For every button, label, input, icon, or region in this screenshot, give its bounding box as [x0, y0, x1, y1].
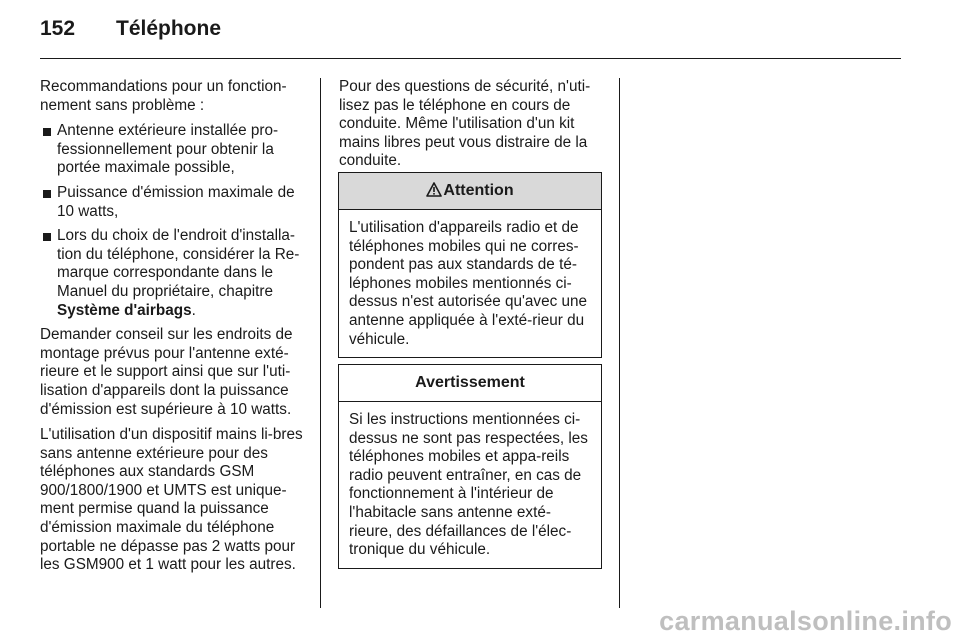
attention-title: Attention	[443, 182, 514, 199]
square-bullet-icon	[43, 190, 51, 198]
warning-box	[338, 364, 602, 569]
warning-header: Avertissement	[339, 365, 601, 402]
column-divider	[320, 78, 321, 608]
square-bullet-icon	[43, 233, 51, 241]
square-bullet-icon	[43, 128, 51, 136]
column-divider	[619, 78, 620, 608]
list-item	[40, 227, 304, 320]
warning-triangle-icon	[426, 182, 442, 197]
header-divider	[40, 58, 901, 59]
safety-paragraph: Pour des questions de sécurité, n'uti-lisez pas le téléphone en cours de conduite. Même l'utilisation d'un kit mains libres peut vous distraire de la conduite.	[339, 78, 591, 170]
left-column	[40, 78, 304, 582]
watermark-text: carmanualsonline.info	[659, 606, 952, 636]
body-paragraph: L'utilisation d'un dispositif mains li-bres sans antenne extérieure pour des téléphones aux standards GSM 900/1800/1900 et UMTS est unique-ment permise quand la puissance d'émission maximale du téléphone portable ne dépasse pas 2 watts pour les GSM900 et 1 watt pour les autres.	[40, 426, 303, 574]
list-item-text: Antenne extérieure installée pro-fessionnellement pour obtenir la portée maximale possible,	[57, 122, 279, 177]
recommendation-list	[40, 122, 304, 320]
body-paragraph: Demander conseil sur les endroits de montage prévus pour l'antenne exté-rieure et le support ainsi que sur l'uti-lisation d'appareils dont la puissance d'émission est supérieure à 10 watts.	[40, 326, 293, 418]
list-item	[40, 184, 304, 221]
list-item	[40, 122, 304, 178]
page-number: 152	[40, 17, 76, 40]
attention-header	[339, 173, 601, 210]
middle-column	[339, 78, 603, 171]
list-item-text: Lors du choix de l'endroit d'installa-tion du téléphone, considérer la Re-marque correspondante dans le Manuel du propriétaire, chapitre	[57, 227, 300, 300]
attention-box	[338, 172, 602, 358]
list-item-suffix: .	[191, 301, 196, 319]
warning-text: Si les instructions mentionnées ci-dessus ne sont pas respectées, les téléphones mobiles et appa-reils radio peuvent entraîner, en cas de fonctionnement à l'intérieur de l'habitacle sans antenne exté-rieure, des défaillances de l'élec-tronique du véhicule.	[349, 411, 588, 559]
intro-paragraph: Recommandations pour un fonction-nement sans problème :	[40, 78, 287, 114]
list-item-text: Puissance d'émission maximale de 10 watts,	[57, 183, 295, 220]
attention-text: L'utilisation d'appareils radio et de téléphones mobiles qui ne corres-pondent pas aux standards de té-léphones mobiles mentionnés ci-dessus n'est autorisée qu'avec une antenne appliquée à l'exté-rieur du véhicule.	[349, 219, 587, 348]
page-title: Téléphone	[116, 17, 222, 40]
chapter-reference: Système d'airbags	[57, 301, 192, 319]
